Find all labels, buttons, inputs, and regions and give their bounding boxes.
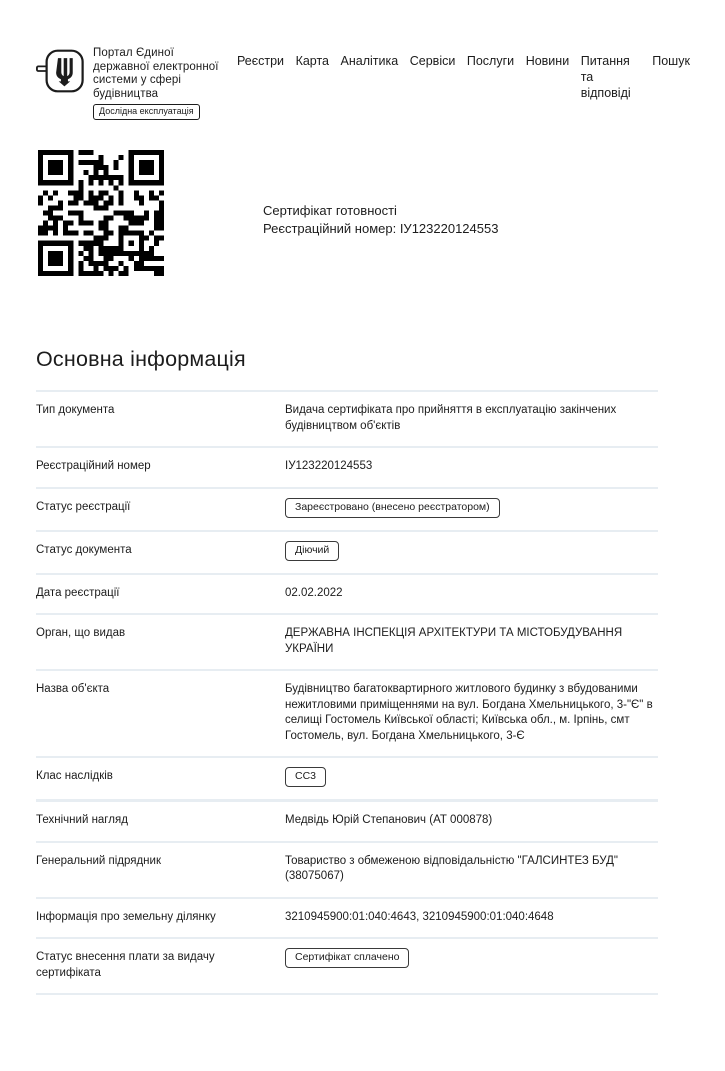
certificate-registration-number: Реєстраційний номер: ІУ123220124553: [263, 220, 499, 236]
row-label: Орган, що видав: [36, 627, 126, 639]
portal-logo[interactable]: [36, 47, 237, 120]
header: [36, 47, 690, 120]
row-label: Реєстраційний номер: [36, 460, 151, 472]
row-label: Статус внесення плати за видачу сертифіката: [36, 951, 215, 979]
table-row: [36, 669, 658, 756]
certificate-header: [36, 150, 690, 276]
table-row: [36, 756, 658, 799]
row-value: Медвідь Юрій Степанович (АТ 000878): [285, 814, 493, 826]
row-label: Генеральний підрядник: [36, 854, 161, 867]
status-badge: СС3: [285, 767, 326, 787]
row-value: Будівництво багатоквартирного житлового будинку з вбудованими нежитловими приміщеннями на вул. Богдана Хмельницького, 3-"Є" в селищі Гостомель Київської області; Київська обл., м. Ірпінь, смт Гостомель, вул. Богдана Хмельницького, 3-Є: [285, 683, 653, 742]
nav-item-5[interactable]: Послуги: [466, 54, 515, 68]
status-badge: Діючий: [285, 541, 339, 561]
trident-logo-icon: [36, 48, 84, 99]
nav-item-2[interactable]: Карта: [295, 54, 330, 68]
row-value: ДЕРЖАВНА ІНСПЕКЦІЯ АРХІТЕКТУРИ ТА МІСТОБУДУВАННЯ УКРАЇНИ: [285, 627, 623, 655]
table-row: [36, 446, 658, 487]
nav-item-1[interactable]: Реєстри: [237, 54, 285, 68]
row-value: ІУ123220124553: [285, 460, 373, 472]
table-row: [36, 573, 658, 614]
row-value: Видача сертифіката про прийняття в експлуатацію закінчених будівництвом об'єктів: [285, 404, 617, 432]
table-row: [36, 897, 658, 938]
table-row: [36, 530, 658, 573]
row-label: Інформація про земельну ділянку: [36, 910, 216, 923]
status-badge: Зареєстровано (внесено реєстратором): [285, 498, 500, 518]
row-label: Тип документа: [36, 404, 115, 416]
row-value: 02.02.2022: [285, 586, 343, 599]
nav-item-7[interactable]: Питання та відповіді: [580, 54, 631, 100]
page: [0, 47, 725, 995]
table-row: [36, 841, 658, 897]
row-value: [285, 769, 658, 787]
row-value: [285, 500, 658, 518]
qr-code: [38, 150, 164, 276]
main-nav: [237, 53, 690, 101]
environment-badge: Дослідна експлуатація: [93, 104, 200, 120]
info-table: [36, 390, 658, 995]
table-row: [36, 487, 658, 530]
table-row: [36, 613, 658, 669]
row-label: Клас наслідків: [36, 770, 113, 782]
row-value: Товариство з обмеженою відповідальністю "ГАЛСИНТЕЗ БУД"(38075067): [285, 854, 618, 882]
row-value: [285, 543, 658, 561]
row-label: Статус реєстрації: [36, 500, 131, 513]
section-title: Основна інформація: [36, 347, 246, 371]
row-value: 3210945900:01:040:4643, 3210945900:01:040:4648: [285, 910, 554, 923]
table-row: [36, 799, 658, 841]
nav-item-6[interactable]: Новини: [525, 54, 570, 68]
row-label: Назва об'єкта: [36, 683, 110, 695]
portal-title: Портал Єдиної державної електронної системи у сфері будівництва: [93, 47, 219, 100]
nav-item-4[interactable]: Сервіси: [409, 54, 456, 68]
certificate-title: Сертифікат готовності: [263, 203, 397, 218]
table-row: [36, 390, 658, 446]
row-label: Дата реєстрації: [36, 586, 120, 599]
row-label: Статус документа: [36, 543, 132, 556]
nav-item-3[interactable]: Аналітика: [340, 54, 399, 68]
status-badge: Сертифікат сплачено: [285, 948, 409, 968]
row-value: [285, 950, 658, 981]
row-label: Технічний нагляд: [36, 814, 128, 826]
nav-item-8[interactable]: Пошук: [652, 54, 690, 68]
table-row: [36, 937, 658, 995]
